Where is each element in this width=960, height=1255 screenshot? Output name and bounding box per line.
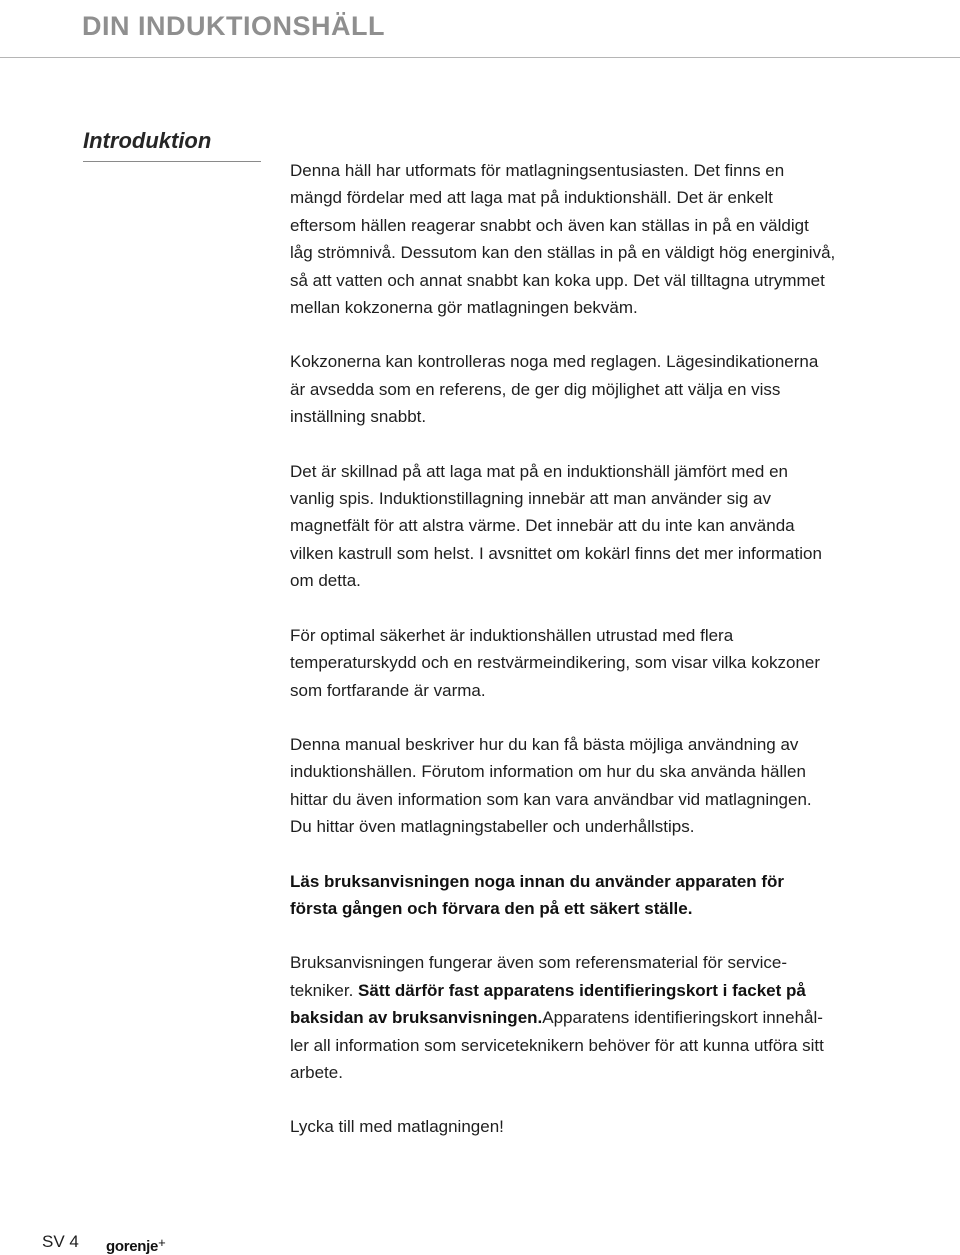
paragraph-controls: Kokzonerna kan kontrolleras noga med reglagen. Lägesindikationerna är avsedda som en referens, de ger dig möjlighet att välja en viss inställning snabbt.: [290, 352, 819, 427]
body-text: [290, 157, 890, 1168]
paragraph-manual: Denna manual beskriver hur du kan få bästa möjliga användning av induktionshällen. Förutom information om hur du ska använda hällen hittar du även information som kan vara användbar vid matlagningen. Du hittar öven matlagningstabeller och underhållstips.: [290, 734, 812, 837]
paragraph-service: Bruksanvisningen fungerar även som referensmaterial för service- tekniker. Sätt därför fast apparatens identifieringskort i facket på baksidan av bruksanvisningen.Apparatens identifieringskort innehål- ler all information som serviceteknikern behöver för att kunna utföra sitt arbete.: [290, 953, 824, 1082]
paragraph-safety: För optimal säkerhet är induktionshällen utrustad med flera temperaturskydd och en restvärmeindikering, som visar vilka kokzoner som fortfarande är varma.: [290, 625, 821, 700]
page-header: [0, 0, 960, 58]
paragraph-closing: Lycka till med matlagningen!: [290, 1117, 504, 1137]
paragraph-induction: Det är skillnad på att laga mat på en induktionshäll jämfört med en vanlig spis. Induktionstillagning innebär att man använder sig av magnetfält för att alstra värme. Det innebär att du inte kan använda vilken kastrull som helst. I avsnittet om kokärl finns det mer information om detta.: [290, 461, 822, 591]
paragraph-intro: Denna häll har utformats för matlagningsentusiasten. Det finns en mängd fördelar med att laga mat på induktionshäll. Det är enkelt eftersom hällen reagerar snabbt och även kan ställas in på en väldigt låg strömnivå. Dessutom kan den ställas in på en väldigt hög energinivå, så att vatten och annat snabbt kan koka upp. Det väl tilltagna utrymmet mellan kokzonerna gör matlagningen bekväm.: [290, 161, 836, 318]
page-number: SV 4: [42, 1232, 79, 1251]
header-divider: [0, 57, 960, 58]
page-title: DIN INDUKTIONSHÄLL: [82, 11, 385, 41]
section-divider: [83, 161, 261, 162]
section-title: Introduktion: [83, 128, 212, 153]
brand-logo: gorenje+: [106, 1235, 166, 1255]
paragraph-warning: Läs bruksanvisningen noga innan du använder apparaten för första gången och förvara den på ett säkert ställe.: [290, 871, 785, 918]
